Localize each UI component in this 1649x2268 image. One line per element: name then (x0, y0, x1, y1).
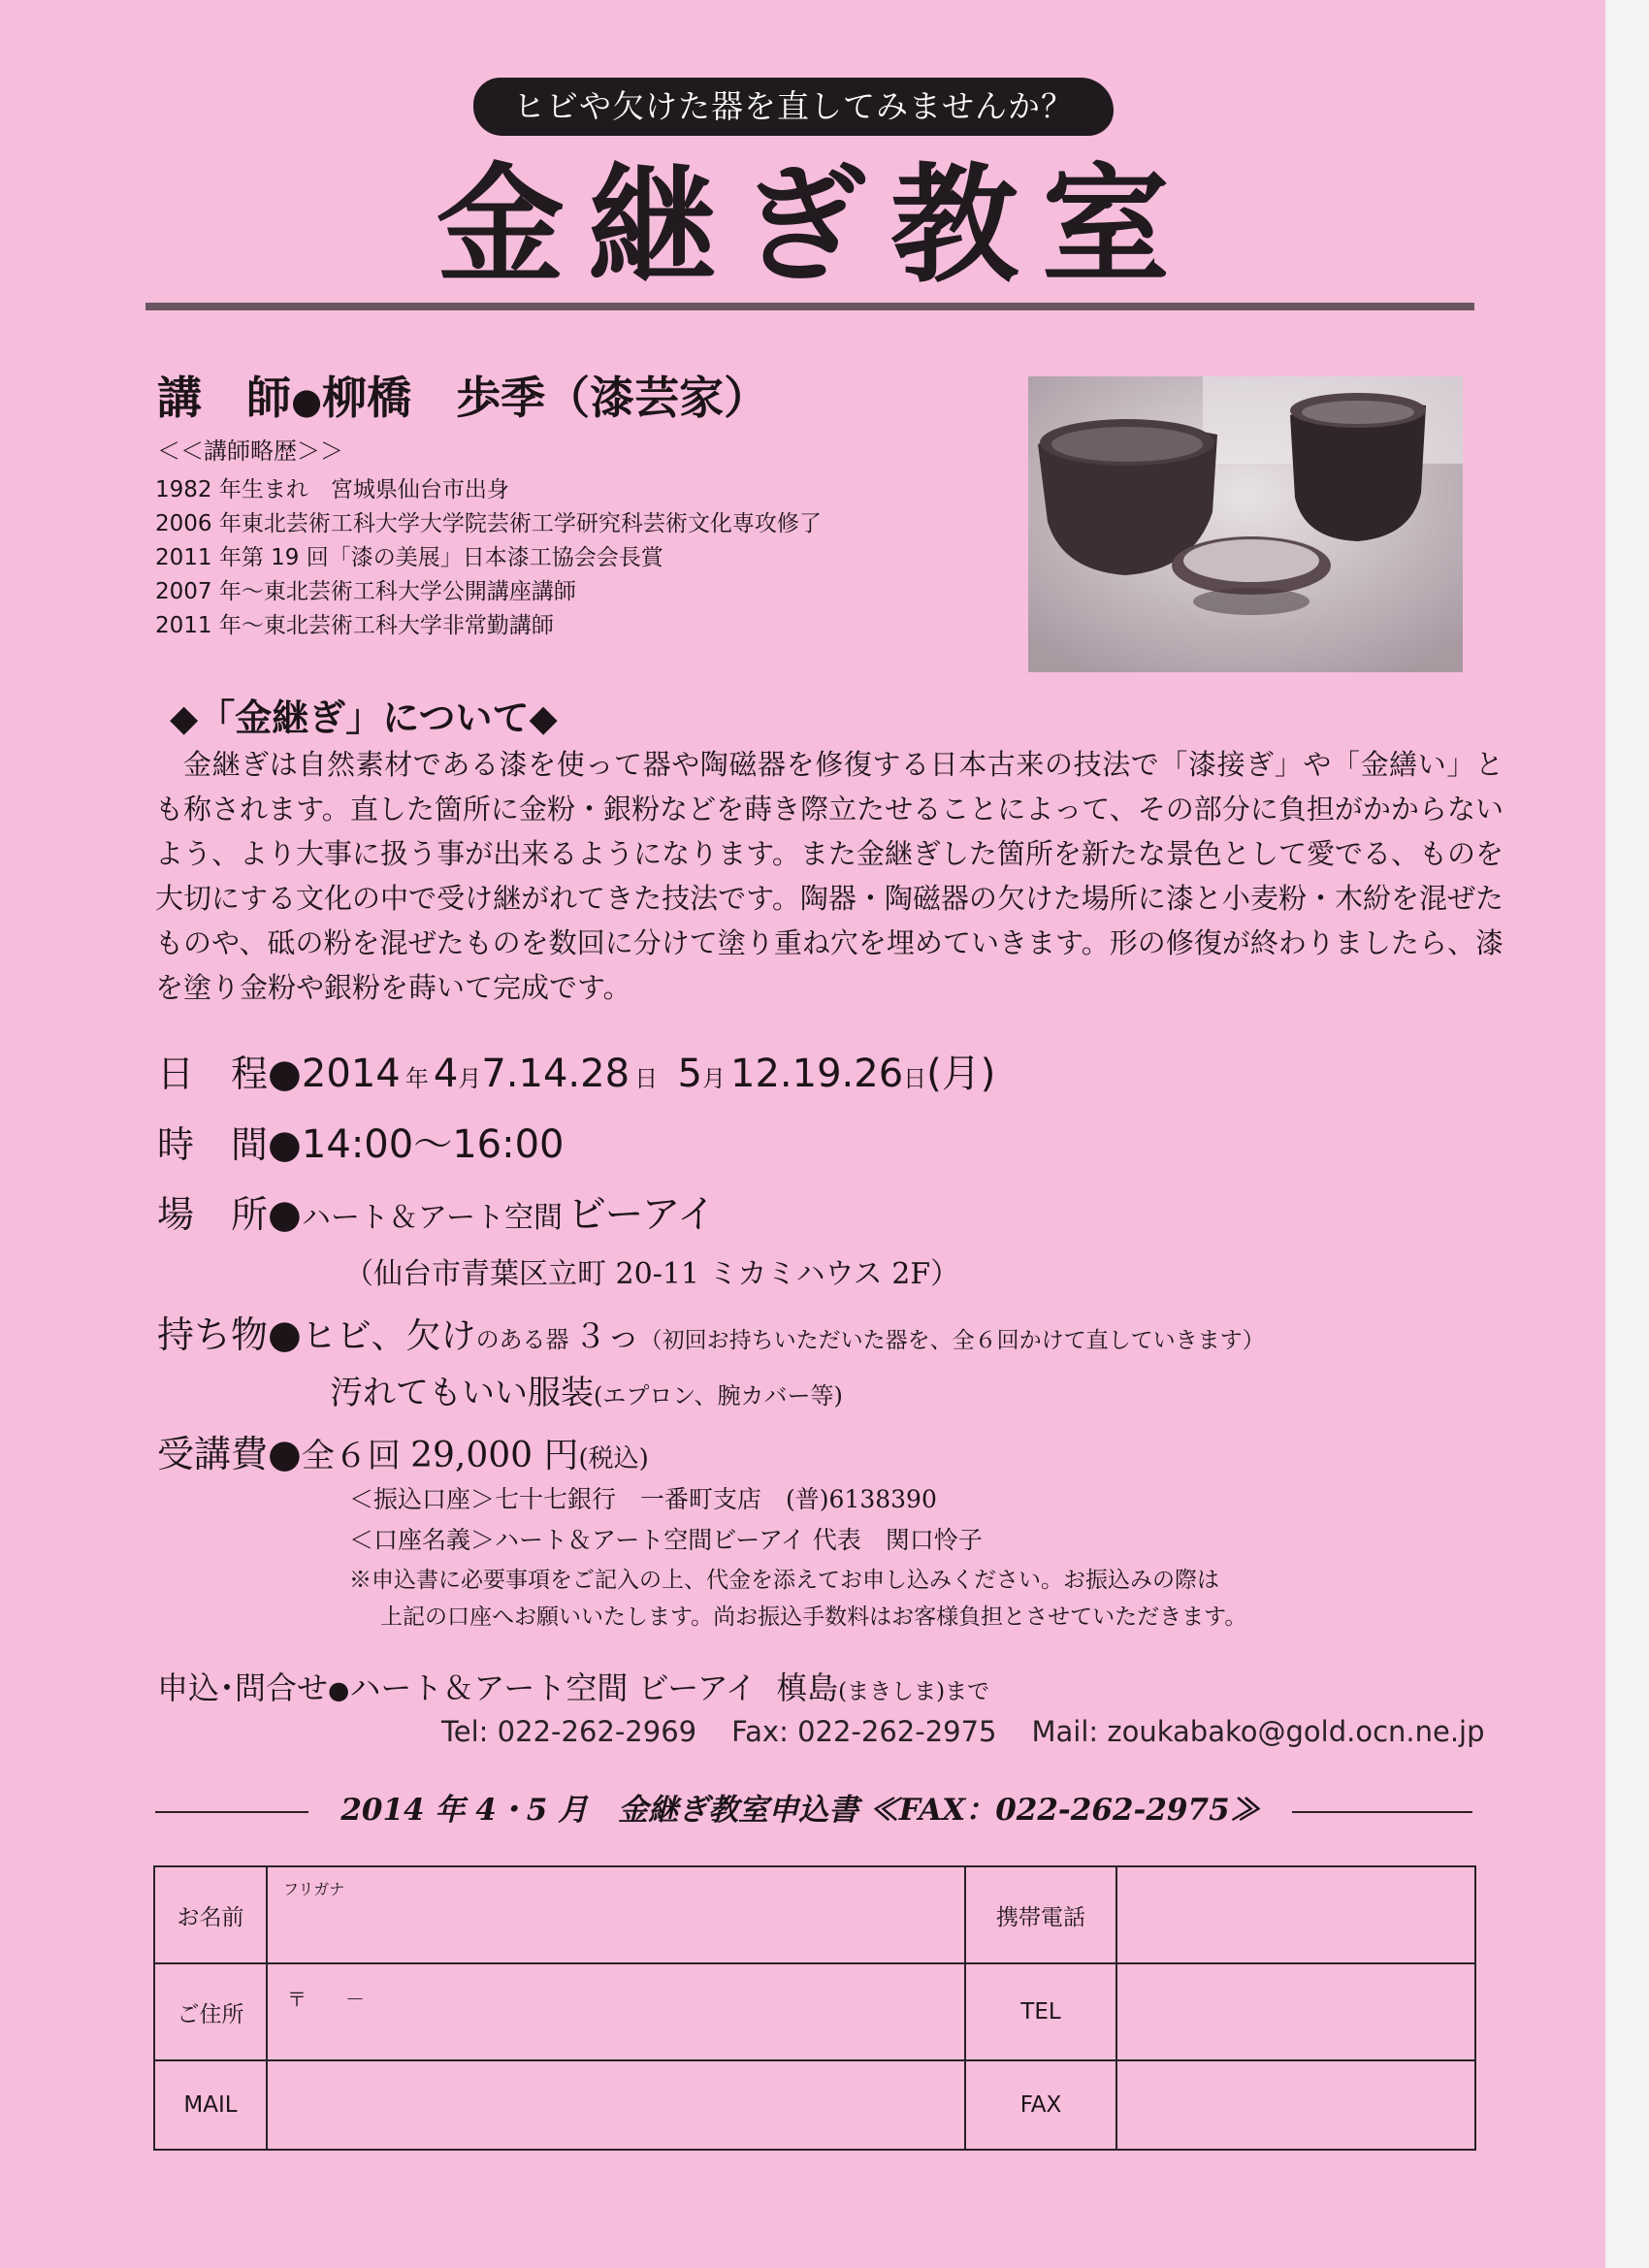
profile-item: 2007 年～東北芸術工科大学公開講座講師 (155, 579, 576, 604)
month-unit: 月 (701, 1065, 726, 1092)
bullet-icon: ● (268, 1432, 302, 1476)
schedule-year: 2014 (301, 1052, 401, 1096)
form-row-address (154, 1963, 1475, 2060)
fax-field[interactable] (1116, 2060, 1475, 2150)
form-title-rule-right (1292, 1811, 1472, 1813)
tagline-banner: ヒビや欠けた器を直してみませんか？ (473, 78, 1114, 136)
fee-sessions: 全６回 (301, 1437, 401, 1475)
year-unit: 年 (404, 1065, 429, 1092)
schedule-month-2: 5 (677, 1052, 702, 1096)
fee-note-1: ※申込書に必要事項をご記入の上、代金を添えてお申し込みください。お振込みの際は (349, 1568, 1219, 1593)
apply-label: 申込･問合せ (157, 1669, 329, 1706)
profile-list (155, 473, 822, 643)
address-label: ご住所 (154, 1963, 267, 2060)
apply-reading: (まきしま)まで (838, 1679, 990, 1704)
bullet-icon: ● (328, 1676, 350, 1705)
profile-item: 2011 年～東北芸術工科大学非常勤講師 (155, 613, 554, 638)
name-field[interactable] (267, 1866, 965, 1963)
bullet-icon: ● (268, 1122, 302, 1167)
place-address: （仙台市青葉区立町 20-11 ミカミハウス 2F） (344, 1257, 960, 1291)
address-field[interactable] (267, 1963, 965, 2060)
fee-label: 受講費 (157, 1433, 269, 1475)
postal-mark: 〒 － (287, 1988, 365, 2011)
lecturer-line (157, 369, 768, 430)
mobile-field[interactable] (1116, 1866, 1475, 1963)
apply-to: ハート＆アート空間 ビーアイ (349, 1669, 757, 1706)
day-unit: 日 (634, 1065, 659, 1092)
profile-item: 1982 年生まれ 宮城県仙台市出身 (155, 477, 509, 502)
tel-field[interactable] (1116, 1963, 1475, 2060)
items-row-2 (330, 1366, 843, 1413)
place-row (157, 1183, 716, 1239)
contact-line (441, 1715, 1520, 1748)
schedule-weekday: (月) (926, 1052, 996, 1096)
fee-row (157, 1424, 649, 1477)
schedule-month-1: 4 (433, 1052, 459, 1096)
kintsugi-bowls-photo (1028, 376, 1463, 672)
schedule-days-1: 7.14.28 (481, 1052, 630, 1096)
fee-holder: ＜口座名義＞ハート＆アート空間ビーアイ 代表 関口怜子 (349, 1526, 983, 1554)
items-mid: のある器 (475, 1326, 569, 1353)
about-heading: ◆「金継ぎ」について◆ (170, 696, 558, 739)
form-title-rule-left (155, 1811, 308, 1813)
items-clothes-note: (エプロン、腕カバー等) (594, 1382, 843, 1409)
mail-label: MAIL (154, 2060, 267, 2150)
form-row-mail (154, 2060, 1475, 2150)
venue-prefix: ハート＆アート空間 (301, 1201, 564, 1235)
mobile-label: 携帯電話 (965, 1866, 1116, 1963)
page-title: 金継ぎ教室 (436, 150, 1193, 301)
bullet-icon: ● (268, 1312, 302, 1357)
items-label: 持ち物 (157, 1313, 269, 1356)
lecturer-name: 柳橋 歩季（漆芸家） (322, 372, 769, 424)
items-main: ヒビ、欠け (301, 1316, 476, 1356)
form-title: 2014 年 4・5 月 金継ぎ教室申込書 ≪FAX：022-262-2975≫ (340, 1793, 1260, 1828)
form-row-name (154, 1866, 1475, 1963)
schedule-row (157, 1043, 995, 1098)
scan-margin (1605, 0, 1649, 2268)
schedule-days-2: 12.19.26 (730, 1052, 904, 1096)
time-label: 時 間 (157, 1123, 269, 1166)
day-unit: 日 (903, 1065, 927, 1092)
profile-item: 2006 年東北芸術工科大学大学院芸術工学研究科芸術文化専攻修了 (155, 511, 822, 536)
venue-name: ビーアイ (567, 1192, 716, 1237)
title-divider (146, 303, 1474, 310)
furigana-label: フリガナ (283, 1880, 345, 1898)
items-qty: ３っ (573, 1317, 640, 1356)
profile-heading: ＜＜講師略歴＞＞ (157, 437, 343, 465)
place-label: 場 所 (157, 1193, 269, 1236)
apply-person: 槙島 (776, 1669, 839, 1706)
application-form (153, 1865, 1476, 2151)
contact-mail[interactable]: Mail: zoukabako@gold.ocn.ne.jp (1031, 1715, 1485, 1748)
tel-label: TEL (965, 1963, 1116, 2060)
fee-account: ＜振込口座＞七十七銀行 一番町支店 (普)6138390 (349, 1485, 937, 1513)
fee-tax: (税込) (578, 1444, 649, 1474)
name-label: お名前 (154, 1866, 267, 1963)
contact-tel[interactable]: Tel: 022-262-2969 (441, 1715, 697, 1748)
bullet-icon: ● (291, 379, 323, 422)
fee-note-2: 上記の口座へお願いいたします。尚お振込手数料はお客様負担とさせていただきます。 (380, 1604, 1247, 1630)
items-row (157, 1305, 1265, 1358)
apply-line (157, 1664, 989, 1708)
bullet-icon: ● (268, 1192, 302, 1237)
items-clothes: 汚れてもいい服装 (330, 1374, 594, 1412)
fax-label: FAX (965, 2060, 1116, 2150)
schedule-label: 日 程 (157, 1053, 269, 1095)
items-note: （初回お持ちいただいた器を、全６回かけて直していきます） (639, 1328, 1265, 1353)
lecturer-label: 講 師 (157, 372, 291, 424)
month-unit: 月 (458, 1065, 482, 1092)
time-value: 14:00～16:00 (301, 1122, 565, 1167)
mail-field[interactable] (267, 2060, 965, 2150)
about-body: 金継ぎは自然素材である漆を使って器や陶磁器を修復する日本古来の技法で「漆接ぎ」や「金繕い」とも称されます。直した箇所に金粉・銀粉などを蒔き際立たせることによって、その部分に負担がかからないよう、より大事に扱う事が出来るようになります。また金継ぎした箇所を新たな景色として愛でる、ものを大切にする文化の中で受け継がれてきた技法です。陶器・陶磁器の欠けた場所に漆と小麦粉・木紛を混ぜたものや、砥の粉を混ぜたものを数回に分けて塗り重ね穴を埋めていきます。形の修復が終わりましたら、漆を塗り金粉や銀粉を蒔いて完成です。 (155, 748, 1504, 1004)
fee-amount: 29,000 円 (410, 1436, 579, 1475)
time-row (157, 1114, 564, 1169)
profile-item: 2011 年第 19 回「漆の美展」日本漆工協会会長賞 (155, 545, 663, 570)
bullet-icon: ● (268, 1052, 302, 1096)
contact-fax[interactable]: Fax: 022-262-2975 (731, 1715, 997, 1748)
